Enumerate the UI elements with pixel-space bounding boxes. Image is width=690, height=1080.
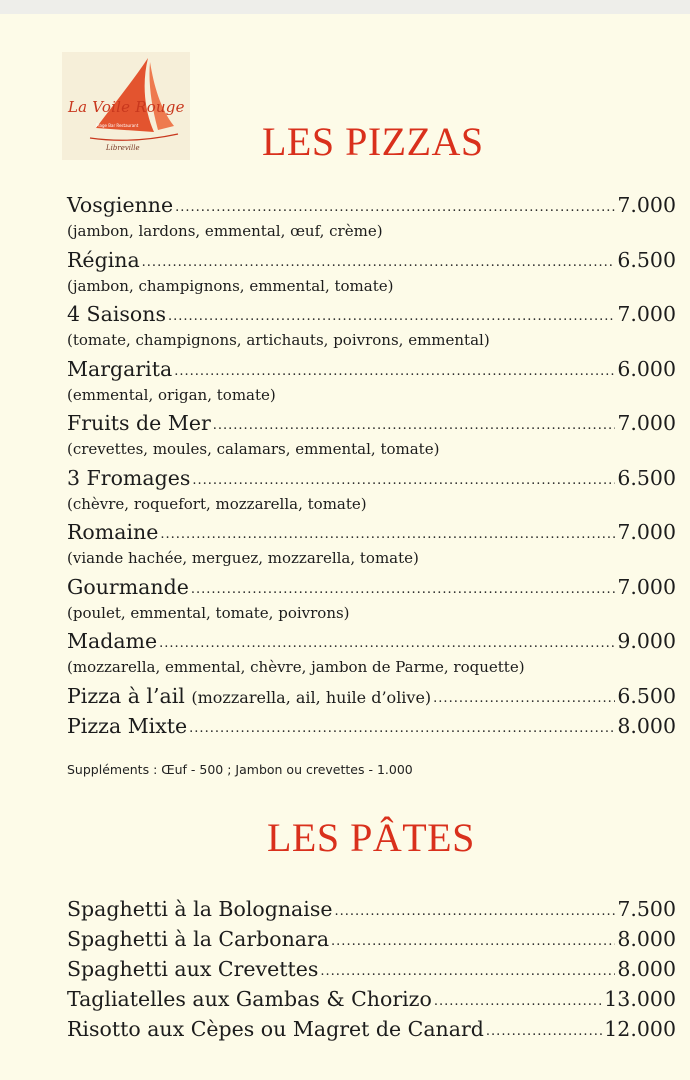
item-name: Spaghetti à la Bolognaise (67, 897, 333, 921)
menu-item (67, 629, 676, 684)
dot-leader (192, 468, 615, 493)
item-name: 3 Fromages (67, 465, 191, 490)
item-name: Spaghetti à la Carbonara (67, 927, 330, 951)
item-description: (mozzarella, ail, huile d’olive) (191, 687, 432, 707)
item-name: Spaghetti aux Crevettes (67, 957, 319, 981)
item-name: Tagliatelles aux Gambas & Chorizo (67, 987, 432, 1011)
item-name: Margarita (67, 356, 173, 381)
item-description: (emmental, origan, tomate) (67, 385, 276, 404)
dot-leader (189, 716, 615, 741)
menu-item (67, 987, 676, 1012)
dot-leader (320, 959, 615, 984)
item-description: (poulet, emmental, tomate, poivrons) (67, 603, 350, 622)
item-name: Vosgienne (67, 193, 174, 217)
dot-leader (335, 899, 616, 924)
item-price: 8.000 (617, 957, 676, 981)
menu-item (67, 193, 676, 248)
menu-item (67, 520, 676, 575)
menu-item (67, 714, 676, 739)
item-name: Madame (67, 629, 158, 653)
item-price: 7.000 (617, 520, 676, 544)
logo-name: La Voile Rouge (68, 98, 185, 116)
dot-leader (191, 577, 615, 602)
item-description: (jambon, lardons, emmental, œuf, crème) (67, 222, 383, 240)
item-price: 7.000 (617, 574, 676, 599)
item-price: 6.500 (617, 465, 676, 490)
dot-leader (433, 686, 615, 711)
menu-item (67, 1017, 676, 1042)
dot-leader (486, 1019, 602, 1044)
item-description: (crevettes, moules, calamars, emmental, tomate) (67, 440, 440, 458)
item-description: (chèvre, roquefort, mozzarella, tomate) (67, 494, 367, 513)
dot-leader (142, 250, 616, 275)
pizza-list (67, 193, 676, 744)
item-price: 12.000 (604, 1017, 676, 1041)
logo-subtitle: Plage Bar Restaurant (96, 123, 139, 128)
item-description: (tomate, champignons, artichauts, poivrons, emmental) (67, 331, 490, 349)
menu-item (67, 957, 676, 982)
pates-title: LES PÂTES (267, 815, 475, 860)
item-name: Pizza Mixte (67, 713, 188, 738)
item-price: 13.000 (604, 987, 676, 1011)
item-name: Gourmande (67, 574, 189, 599)
menu-item (67, 897, 676, 922)
menu-item (67, 248, 676, 303)
item-price: 6.500 (617, 683, 676, 708)
item-price: 7.000 (617, 302, 676, 326)
item-price: 8.000 (617, 713, 676, 738)
menu-item (67, 575, 676, 630)
item-name: Romaine (67, 520, 159, 544)
item-description: (viande hachée, merguez, mozzarella, tomate) (67, 549, 419, 567)
item-price: 7.000 (617, 411, 676, 435)
item-price: 9.000 (617, 629, 676, 653)
item-price: 7.000 (617, 193, 676, 217)
dot-leader (175, 195, 615, 220)
item-name: Risotto aux Cèpes ou Magret de Canard (67, 1017, 484, 1041)
item-name: Fruits de Mer (67, 411, 211, 435)
item-name: 4 Saisons (67, 302, 166, 326)
menu-item (67, 302, 676, 357)
supplements-note: Suppléments : Œuf - 500 ; Jambon ou crevettes - 1.000 (67, 762, 413, 777)
item-description: (jambon, champignons, emmental, tomate) (67, 276, 394, 295)
item-name: Pizza à l’ail (67, 683, 185, 708)
item-price: 6.500 (617, 247, 676, 272)
dot-leader (160, 522, 615, 547)
item-price: 7.500 (617, 897, 676, 921)
item-description: (mozzarella, emmental, chèvre, jambon de Parme, roquette) (67, 658, 525, 676)
pizzas-title: LES PIZZAS (262, 119, 484, 164)
menu-item (67, 357, 676, 412)
item-price: 8.000 (617, 927, 676, 951)
dot-leader (159, 631, 615, 656)
dot-leader (168, 304, 615, 329)
pasta-list (67, 897, 676, 1047)
item-price: 6.000 (617, 356, 676, 381)
dot-leader (434, 989, 602, 1014)
restaurant-logo (62, 52, 190, 160)
dot-leader (331, 929, 615, 954)
item-name: Régina (67, 247, 140, 272)
logo-city: Libreville (106, 144, 140, 152)
menu-item (67, 684, 676, 709)
menu-item (67, 411, 676, 466)
dot-leader (213, 413, 616, 438)
dot-leader (174, 359, 615, 384)
top-strip (0, 0, 690, 14)
menu-item (67, 927, 676, 952)
menu-item (67, 466, 676, 521)
